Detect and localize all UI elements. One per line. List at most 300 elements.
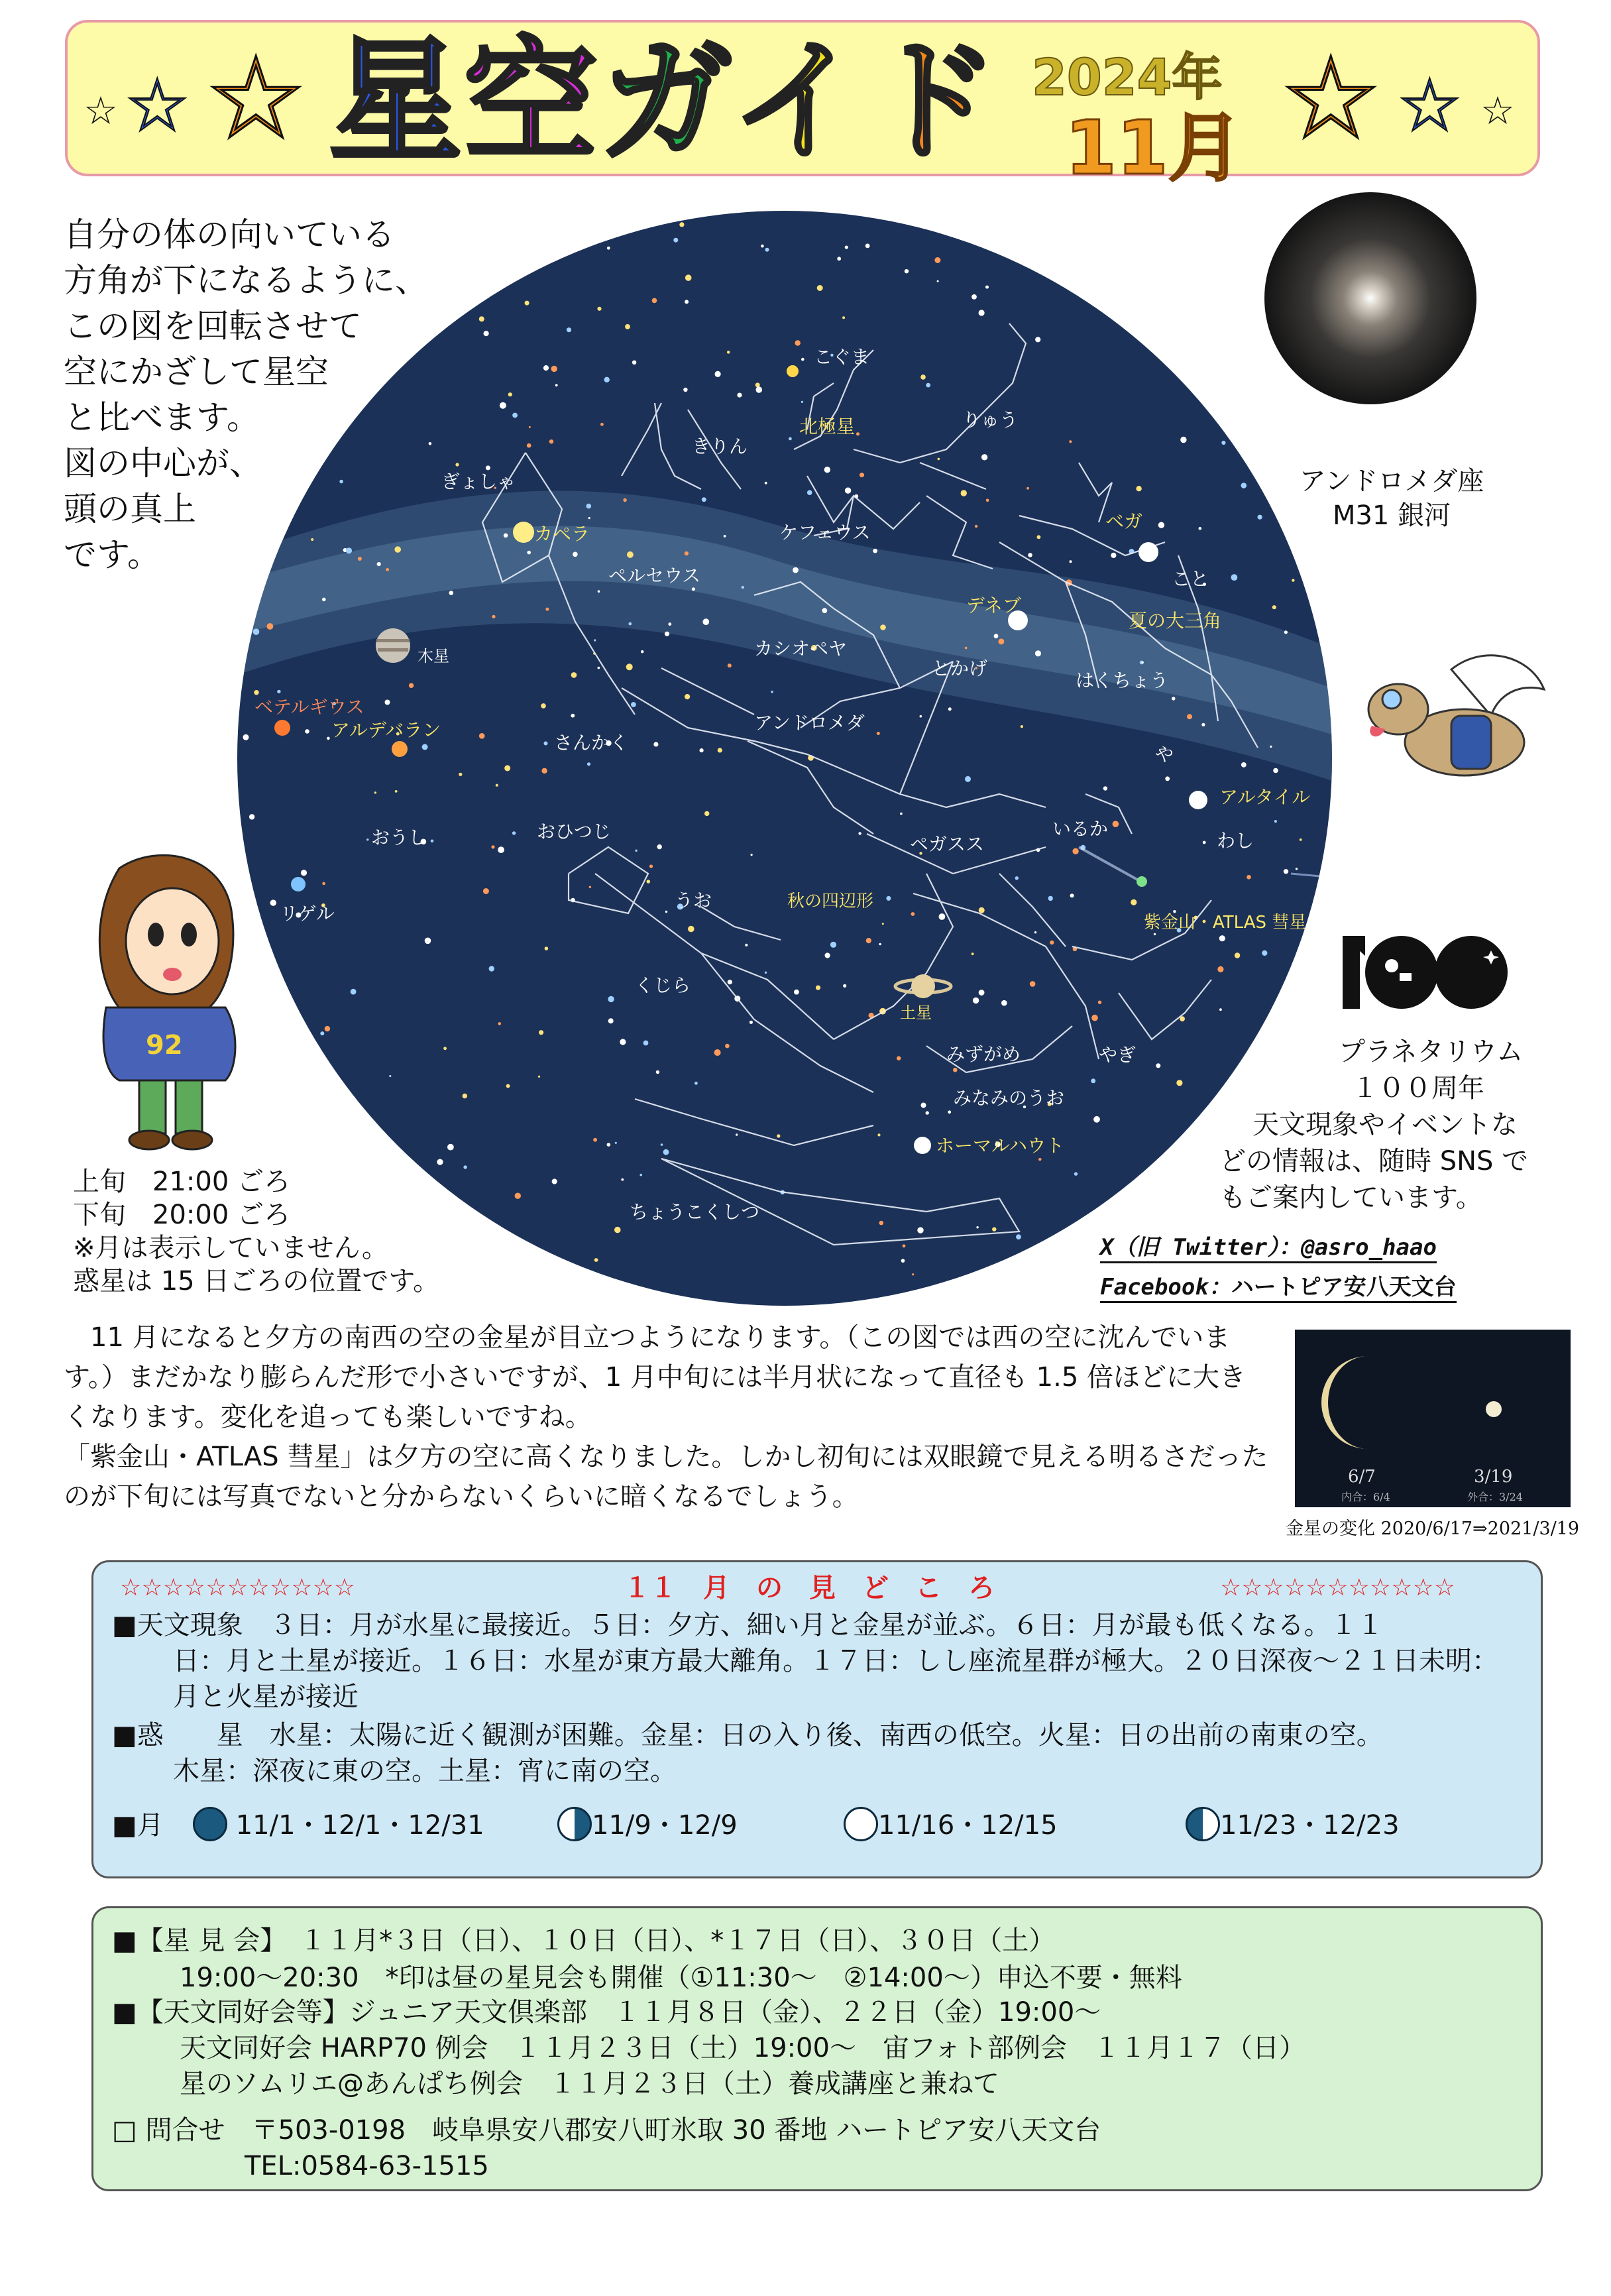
background-star (920, 374, 926, 380)
label-ohitsuji: おひつじ (537, 821, 612, 842)
event-line: 19:00～20:30 *印は昼の星見会も開催（①11:30～ ②14:00～）申込不要・無料 (153, 1963, 1182, 1993)
event-line: 天文同好会 HARP70 例会 １１月２３日（土）19:00～ 宙フォト部例会 １１月１７（日） (153, 2033, 1305, 2063)
background-star (571, 672, 577, 678)
label-rigel: リゲル (280, 903, 335, 925)
background-star (600, 423, 604, 426)
background-star (657, 844, 662, 849)
background-star (385, 700, 390, 705)
background-star (538, 1076, 540, 1078)
planetarium-100-logo (1339, 929, 1511, 1015)
svg-text:6/7: 6/7 (1348, 1467, 1376, 1487)
background-star (794, 990, 799, 995)
background-star (652, 298, 657, 304)
background-star (1070, 893, 1074, 897)
background-star (1037, 535, 1041, 539)
background-star (635, 850, 637, 852)
background-star (860, 473, 864, 477)
background-star (647, 880, 651, 884)
background-star (529, 426, 531, 428)
background-star (527, 551, 531, 555)
background-star (544, 742, 548, 746)
background-star (249, 814, 254, 819)
label-kujira: くじら (635, 974, 691, 996)
background-star (665, 911, 667, 913)
background-star (917, 1227, 923, 1233)
background-star (623, 498, 626, 502)
polaris-star (787, 365, 799, 377)
star-icon: ☆ (125, 63, 190, 148)
background-star (1015, 876, 1019, 880)
background-star (1131, 899, 1137, 905)
background-star (824, 467, 830, 473)
background-star (593, 1138, 597, 1142)
background-star (845, 246, 848, 249)
star-icon: ☆ (1397, 63, 1463, 148)
background-star (765, 972, 767, 974)
background-star (1158, 522, 1164, 528)
label-polaris: 北極星 (799, 416, 856, 437)
background-star (830, 942, 836, 948)
background-star (692, 587, 695, 591)
page-title: 星空ガイド (329, 25, 1002, 179)
background-star (1187, 714, 1192, 719)
background-star (761, 245, 764, 248)
label-perseus: ペルセウス (608, 565, 701, 587)
venus-phase-photo (1295, 1330, 1571, 1507)
venus-crescent-icon (1321, 1356, 1368, 1449)
label-tokage: とかげ (932, 658, 988, 679)
background-star (795, 340, 801, 345)
background-star (1221, 441, 1225, 445)
label-oushi: おうし (371, 827, 427, 848)
contact-phone: TEL:0584-63-1515 (112, 2151, 489, 2181)
phenomena-line: 月と火星が接近 (173, 1682, 359, 1712)
background-star (1241, 762, 1247, 768)
background-star (594, 1258, 598, 1262)
event-line: ■【天文同好会等】ジュニア天文倶楽部 １１月８日（金）、２２日（金）19:00～ (112, 1997, 1101, 2028)
background-star (496, 784, 498, 787)
background-star (858, 832, 861, 834)
background-star (549, 439, 553, 443)
background-star (443, 1047, 447, 1050)
background-star (351, 989, 357, 995)
background-star (972, 952, 974, 955)
background-star (512, 413, 518, 418)
background-star (926, 1111, 929, 1114)
background-star (620, 1039, 626, 1045)
label-cassiopeia: カシオペヤ (754, 638, 848, 660)
background-star (1219, 935, 1225, 941)
background-star (688, 926, 694, 933)
last-quarter-moon-icon (1186, 1807, 1220, 1841)
background-star (845, 487, 851, 493)
background-star (301, 870, 307, 876)
star-icon: ☆ (1280, 33, 1382, 164)
background-star (986, 499, 989, 502)
background-star (500, 402, 506, 409)
background-star (1180, 437, 1186, 443)
background-star (243, 734, 249, 740)
jupiter-icon (376, 628, 410, 663)
background-star (886, 896, 891, 901)
facebook-link[interactable]: Facebook：ハートピア安八天文台 (1100, 1269, 1457, 1303)
background-star (1034, 931, 1036, 933)
background-star (608, 1018, 614, 1023)
background-star (877, 732, 880, 735)
moon-phase-full: 11/16・12/15 (844, 1809, 1058, 1844)
background-star (305, 729, 309, 734)
background-star (882, 923, 884, 925)
background-star (621, 1178, 624, 1181)
background-star (1176, 1080, 1182, 1086)
background-star (661, 1143, 663, 1146)
background-star (377, 562, 381, 566)
background-star (911, 912, 915, 916)
label-minaminouo: みなみのうお (953, 1087, 1065, 1109)
background-star (320, 1031, 324, 1035)
comet-head (1137, 876, 1147, 887)
background-star (277, 690, 280, 693)
background-star (673, 238, 678, 243)
venus-photo-caption: 金星の変化 2020/6/17⇒2021/3/19 (1286, 1519, 1580, 1539)
background-star (253, 628, 260, 635)
background-star (598, 590, 600, 593)
background-star (1231, 574, 1238, 581)
background-star (429, 442, 432, 445)
background-star (527, 443, 531, 448)
label-chokoku: ちょうこくしつ (630, 1201, 760, 1223)
background-star (311, 538, 313, 541)
background-star (358, 557, 362, 561)
background-star (607, 1143, 611, 1147)
background-star (979, 990, 985, 996)
background-star (1273, 768, 1278, 774)
background-star (825, 952, 830, 958)
background-star (685, 274, 692, 281)
background-star (817, 285, 823, 291)
background-star (668, 622, 671, 626)
background-star (745, 944, 748, 947)
star-chart (237, 211, 1332, 1306)
background-star (816, 986, 820, 990)
background-star (998, 638, 1004, 644)
background-star (873, 549, 877, 553)
background-star (683, 388, 687, 392)
background-star (1091, 1078, 1095, 1083)
svg-text:外合：3/24: 外合：3/24 (1467, 1491, 1523, 1503)
moon-label: ■月 (112, 1810, 164, 1841)
decorative-stars: ☆☆☆☆☆☆☆☆☆☆☆ (1220, 1574, 1456, 1601)
label-kirin: きりん (692, 435, 748, 457)
background-star (643, 1041, 649, 1046)
background-star (425, 938, 431, 945)
background-star (715, 371, 721, 377)
background-star (685, 551, 689, 555)
label-kefeusu: ケフェウス (779, 522, 871, 544)
background-star (515, 1193, 521, 1199)
planets-line: 木星：深夜に東の空。土星：宵に南の空。 (173, 1756, 677, 1786)
background-star (771, 691, 773, 693)
background-star (1113, 821, 1119, 827)
events-box (91, 1906, 1543, 2191)
first-quarter-moon-icon (557, 1807, 592, 1841)
background-star (1300, 838, 1302, 841)
svg-text:92: 92 (146, 1030, 183, 1061)
background-star (254, 690, 258, 695)
background-star (865, 244, 870, 249)
background-star (545, 947, 549, 950)
background-star (1292, 579, 1294, 581)
background-star (751, 854, 753, 856)
background-star (551, 366, 557, 372)
background-star (921, 1103, 926, 1108)
label-betelgeuse: ベテルギウス (254, 696, 364, 718)
background-star (694, 1082, 698, 1085)
background-star (965, 647, 968, 650)
background-star (455, 463, 459, 466)
background-star (267, 623, 274, 630)
background-star (656, 1070, 659, 1074)
label-sankaku: さんかく (554, 732, 629, 754)
background-star (1284, 869, 1288, 874)
background-star (479, 733, 485, 739)
background-star (422, 744, 428, 750)
background-star (1035, 337, 1040, 342)
background-star (1016, 1234, 1021, 1239)
background-star (979, 907, 985, 913)
background-star (627, 551, 634, 558)
background-star (938, 458, 940, 461)
background-star (937, 280, 939, 282)
label-iruka: いるか (1052, 818, 1109, 840)
label-saturn: 土星 (900, 1004, 932, 1022)
background-star (724, 535, 726, 538)
background-star (1074, 1172, 1078, 1175)
background-star (866, 938, 871, 943)
background-star (346, 547, 352, 553)
background-star (483, 888, 489, 894)
background-star (631, 702, 636, 707)
svg-text:内合：6/4: 内合：6/4 (1341, 1491, 1390, 1503)
label-ryuu: りゅう (962, 409, 1019, 431)
background-star (965, 776, 971, 782)
aldebaran-star (392, 741, 408, 757)
background-star (573, 552, 578, 557)
star-icon: ☆ (83, 88, 118, 133)
background-star (394, 546, 401, 553)
monthly-highlights-box (91, 1560, 1543, 1878)
background-star (727, 351, 730, 354)
background-star (901, 1259, 905, 1263)
background-star (614, 1227, 621, 1234)
background-star (728, 663, 732, 667)
background-star (555, 384, 558, 386)
background-star (843, 984, 846, 988)
background-star (1199, 527, 1202, 530)
background-star (395, 790, 398, 793)
star-icon: ☆ (205, 33, 307, 164)
background-star (1072, 848, 1078, 854)
label-comet: 紫金山・ATLAS 彗星 (1144, 913, 1307, 933)
moon-phase-new: 11/1・12/1・12/31 (193, 1809, 484, 1844)
background-star (571, 714, 575, 718)
background-star (912, 1273, 914, 1275)
highlights-title: １１ 月 の 見 ど こ ろ (624, 1573, 995, 1603)
label-ya: や (1155, 744, 1174, 766)
background-star (594, 639, 596, 641)
background-star (728, 980, 732, 984)
background-star (1296, 868, 1298, 870)
background-star (491, 845, 494, 848)
background-star (641, 650, 643, 653)
planets-line: ■惑 星 水星：太陽に近く観測が困難。金星：日の入り後、南西の低空。火星：日の出前の南東の空。 (112, 1720, 1383, 1751)
background-star (948, 1110, 951, 1114)
background-star (1001, 1000, 1007, 1006)
background-star (842, 316, 845, 319)
altair-star (1189, 791, 1207, 809)
background-star (486, 465, 490, 470)
background-star (431, 840, 434, 843)
rigel-star (291, 877, 306, 891)
background-star (1111, 553, 1116, 558)
background-star (975, 525, 977, 528)
year-label: 2024年 (1032, 48, 1223, 107)
background-star (597, 307, 601, 311)
background-star (1038, 1158, 1041, 1161)
background-star (1201, 723, 1205, 726)
label-capella: カペラ (534, 523, 590, 545)
background-star (777, 1134, 780, 1137)
background-star (447, 1144, 454, 1151)
background-star (1048, 896, 1053, 901)
background-star (586, 504, 592, 509)
svg-text:3/19: 3/19 (1474, 1467, 1513, 1487)
fomalhaut-star (914, 1137, 931, 1154)
background-star (598, 667, 600, 669)
background-star (512, 831, 516, 834)
background-star (525, 301, 529, 306)
background-star (920, 715, 922, 718)
moon-phase-first-quarter: 11/9・12/9 (557, 1809, 738, 1844)
background-star (374, 791, 376, 793)
background-star (679, 222, 684, 227)
background-star (1027, 487, 1029, 490)
label-koto: こと (1172, 568, 1209, 590)
background-star (702, 497, 706, 502)
background-star (1136, 486, 1141, 491)
background-star (718, 748, 722, 752)
background-star (801, 401, 803, 403)
background-star (1103, 786, 1107, 790)
background-star (765, 482, 767, 485)
background-star (961, 490, 967, 496)
label-autumn-square: 秋の四辺形 (787, 891, 874, 911)
background-star (725, 1044, 730, 1049)
flying-dog-illustration (1352, 643, 1551, 815)
background-star (504, 534, 508, 538)
background-star (756, 386, 763, 393)
andromeda-galaxy-photo (1264, 192, 1476, 404)
background-star (339, 480, 343, 484)
background-star (1021, 725, 1023, 728)
background-star (463, 1094, 467, 1098)
background-star (953, 1068, 958, 1072)
background-star (1203, 841, 1206, 844)
background-star (1093, 1116, 1100, 1123)
background-star (649, 864, 653, 868)
background-star (604, 377, 610, 382)
label-yagi: やぎ (1099, 1044, 1137, 1066)
background-star (700, 748, 704, 752)
background-star (552, 1178, 557, 1184)
background-star (541, 703, 546, 709)
venus-gibbous-icon (1486, 1401, 1502, 1417)
background-star (704, 811, 709, 816)
full-moon-icon (844, 1807, 878, 1841)
background-star (632, 361, 636, 365)
background-star (504, 765, 510, 771)
background-star (1028, 553, 1032, 557)
background-star (1272, 605, 1276, 609)
background-star (1070, 560, 1072, 563)
background-star (615, 1142, 617, 1144)
background-star (498, 846, 504, 853)
planetarium-caption: プラネタリウム １００周年 天文現象やイベントな どの情報は、随時 SNS で もご案内しています。 (1219, 1037, 1529, 1213)
article-text: 11 月になると夕方の南西の空の金星が目立つようになります。（この図では西の空に沈んでいます。）まだかなり膨らんだ形で小さいですが、1 月中旬には半月状になって直径も 1.5 倍ほどに大きくなります。変化を追っても楽しいですね。 「紫金山・ATLAS 彗星」は夕方の空に高くなりました。しかし初旬には双眼鏡で見える明るさだったのが下旬には写真でないと分からないくらいに暗くなるでしょう。 (64, 1322, 1268, 1512)
background-star (449, 591, 454, 595)
background-star (607, 247, 610, 250)
background-star (685, 694, 690, 699)
background-star (856, 432, 860, 435)
background-star (1241, 483, 1247, 488)
background-star (742, 586, 744, 589)
viewing-times: 上旬 21:00 ごろ 下旬 20:00 ごろ ※月は表示していません。 惑星は 15 日ごろの位置です。 (73, 1167, 440, 1296)
background-star (437, 1159, 443, 1165)
star-icon: ☆ (1480, 88, 1515, 133)
twitter-link[interactable]: X（旧 Twitter）：@asro_haao (1100, 1229, 1437, 1263)
background-star (750, 1021, 753, 1024)
background-star (934, 257, 940, 263)
background-star (608, 996, 614, 1002)
background-star (492, 615, 495, 618)
background-star (1247, 875, 1251, 880)
background-star (327, 737, 330, 740)
background-star (489, 966, 494, 971)
background-star (789, 437, 792, 441)
background-star (626, 663, 633, 670)
contact-line: □ 問合せ 〒503-0198 岐阜県安八郡安八町氷取 30 番地 ハートピア安八天文台 (112, 2115, 1101, 2146)
background-star (807, 490, 812, 495)
background-star (801, 358, 805, 361)
background-star (628, 622, 632, 626)
background-star (1069, 440, 1072, 443)
background-star (822, 608, 827, 613)
new-moon-icon (193, 1807, 227, 1841)
background-star (484, 331, 489, 336)
background-star (1050, 941, 1054, 945)
moon-phase-last-quarter: 11/23・12/23 (1186, 1809, 1400, 1844)
background-star (1274, 820, 1277, 823)
phenomena-line: 日：月と土星が接近。１６日：水星が東方最大離角。１７日：しし座流星群が極大。２０日深夜～２１日未明： (173, 1646, 1498, 1676)
background-star (567, 327, 571, 332)
background-star (506, 1084, 510, 1088)
background-star (508, 392, 512, 396)
background-star (903, 1244, 906, 1247)
background-star (409, 683, 414, 688)
background-star (736, 1133, 738, 1135)
background-star (948, 707, 952, 711)
background-star (589, 886, 591, 888)
